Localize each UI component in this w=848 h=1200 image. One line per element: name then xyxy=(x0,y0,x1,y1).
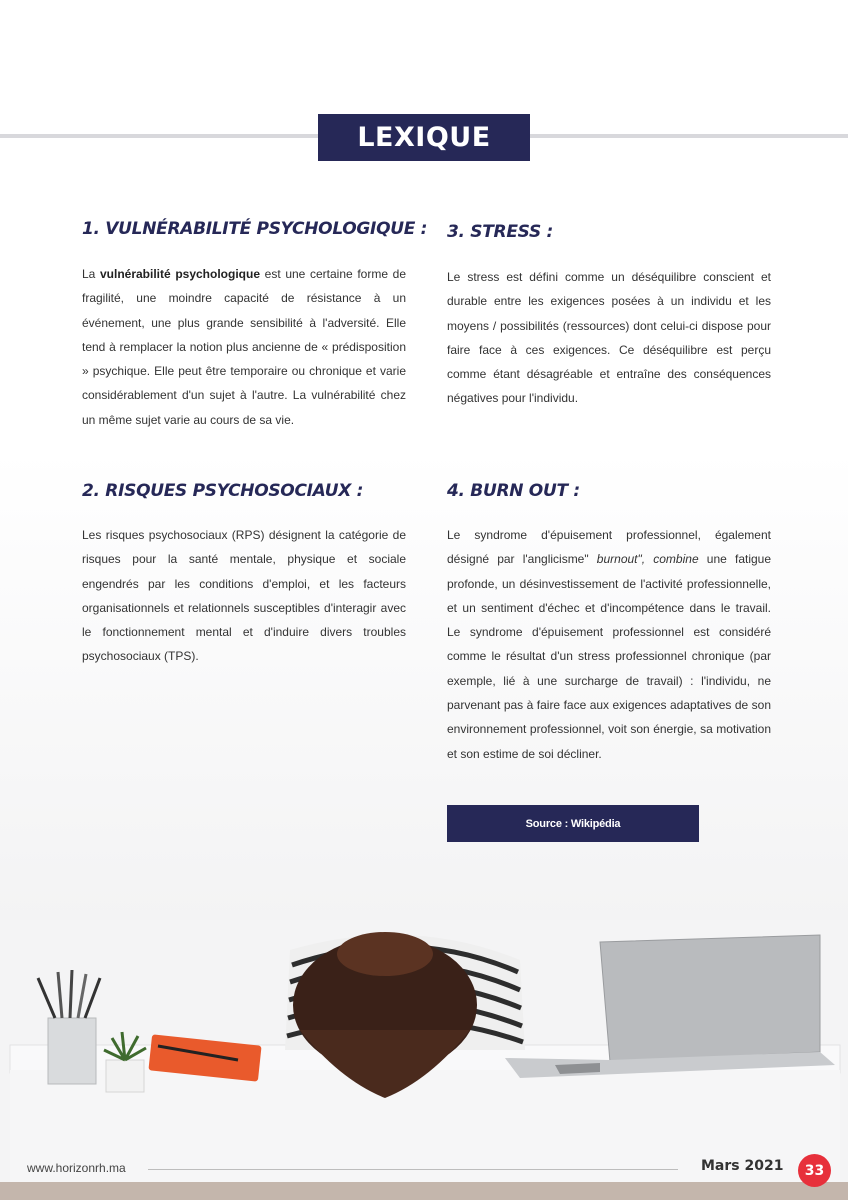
text-italic: burnout", combine xyxy=(596,552,699,567)
section-body-stress: Le stress est défini comme un déséquilibre conscient et durable entre les exigences posées à un individu et les moyens / possibilités (ressources) dont celui-ci dispose pour faire face à ces exigences. Ce déséquilibre est perçu comme étant désagréable et entraîne des conséquences négatives pour l'individu. xyxy=(447,270,771,406)
footer-date: Mars 2021 xyxy=(701,1158,784,1174)
text-before: Le syndrome d'épuisement professionnel, également désigné par l'anglicisme" xyxy=(447,528,771,567)
text-bold-term: vulnérabilité psychologique xyxy=(100,267,261,281)
section-body-burnout xyxy=(447,523,771,766)
section-body-vulnerabilite xyxy=(82,262,406,432)
text-intro: La xyxy=(82,267,100,281)
section-heading-burnout: 4. BURN OUT : xyxy=(447,481,580,501)
footer-rule xyxy=(148,1169,678,1170)
source-badge: Source : Wikipédia xyxy=(447,805,699,842)
section-heading-stress: 3. STRESS : xyxy=(447,222,554,242)
text-rest: est une certaine forme de fragilité, une moindre capacité de résistance à un événement, une plus grande sensibilité à l'adversité. Elle tend à remplacer la notion plus ancienne de « prédisposition » psychique. Elle peut être temporaire ou chronique et varie considérablement d'un sujet à l'autre. La vulnérabilité chez un même sujet varie au cours de sa vie. xyxy=(82,267,406,427)
section-heading-vulnerabilite: 1. VULNÉRABILITÉ PSYCHOLOGIQUE : xyxy=(82,219,428,239)
page-title: LEXIQUE xyxy=(318,114,530,161)
plant-icon xyxy=(104,1032,146,1092)
page-number-badge: 33 xyxy=(798,1154,831,1187)
section-heading-rps: 2. RISQUES PSYCHOSOCIAUX : xyxy=(82,481,364,501)
section-body-rps: Les risques psychosociaux (RPS) désignent la catégorie de risques pour la santé mentale, physique et sociale engendrés par les conditions d'emploi, et les facteurs organisationnels et relationnels susceptibles d'interagir avec le fonctionnement mental et d'induire divers troubles psychosociaux (TPS). xyxy=(82,528,406,664)
footer-website-link[interactable]: www.horizonrh.ma xyxy=(27,1161,126,1175)
text-after: une fatigue profonde, un désinvestissement de l'activité professionnelle, et un sentiment d'échec et d'incompétence dans le travail. Le syndrome d'épuisement professionnel est considéré comme le résultat d'un stress professionnel chronique (par exemple, lié à une surcharge de travail) : l'individu, ne parvenant pas à faire face aux exigences adaptatives de son environnement professionnel, voit son énergie, sa motivation et son estime de soi décliner. xyxy=(447,552,772,761)
